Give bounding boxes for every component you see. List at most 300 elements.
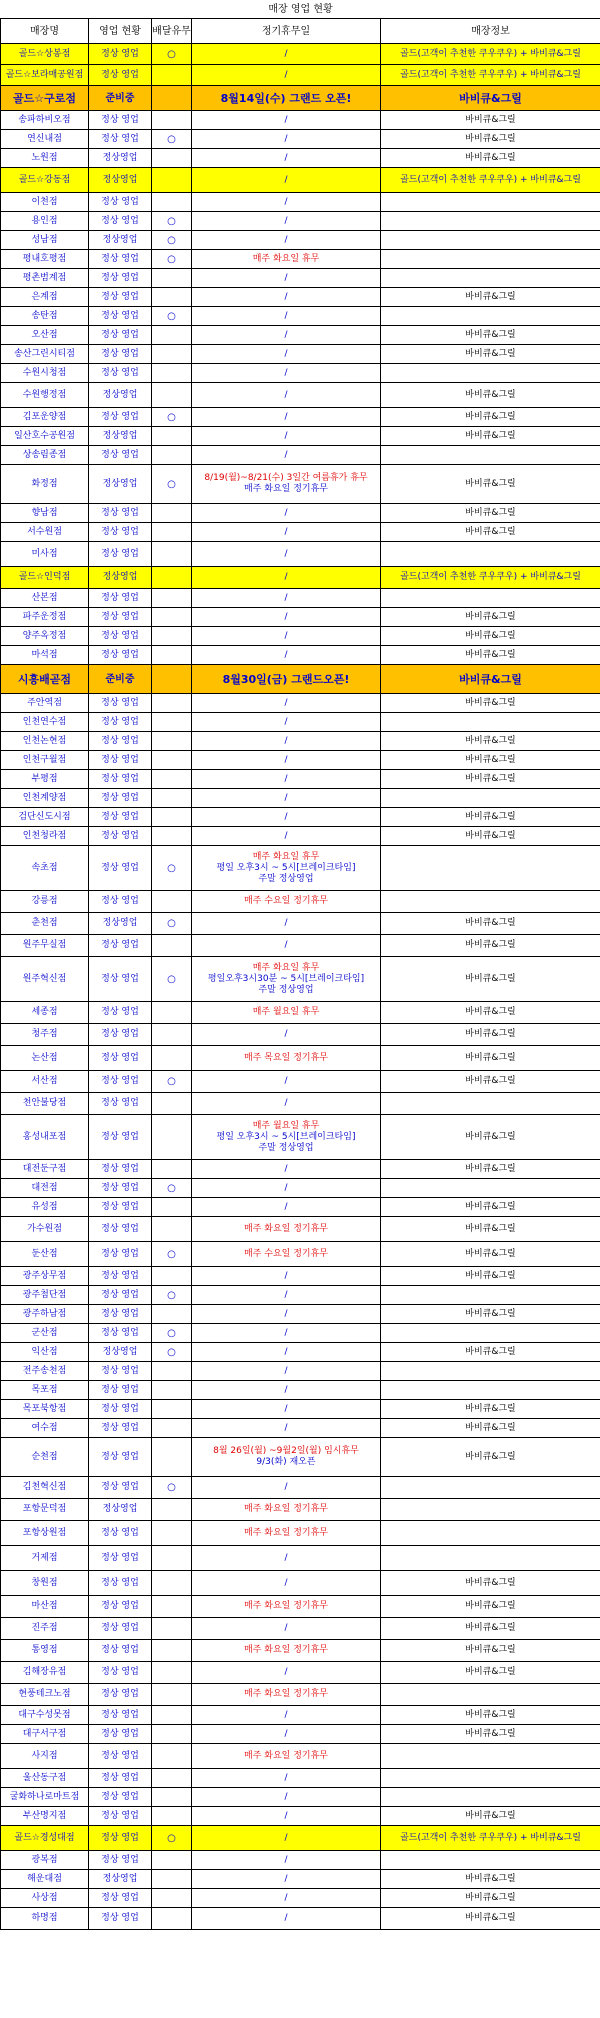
store-info-cell: 골드(고객이 추천한 쿠우쿠우) + 바비큐&그릴 [381,65,600,86]
table-row [1,1438,600,1477]
delivery-cell [152,269,192,288]
store-name-cell: 인천구월점 [1,751,89,770]
store-name-cell: 성남점 [1,231,89,250]
delivery-cell: ○ [152,1324,192,1343]
table-row [1,212,600,231]
closed-day-line: 주말 정상영업 [258,873,314,884]
closed-day-cell [192,1596,381,1618]
delivery-cell [152,1499,192,1521]
store-info-cell: 바비큐&그릴 [381,732,600,751]
table-row [1,1179,600,1198]
store-info-cell: 바비큐&그릴 [381,1889,600,1908]
store-info-cell: 바비큐&그릴 [381,1198,600,1217]
status-cell: 정상 영업 [89,1571,152,1596]
delivery-cell [152,646,192,665]
status-cell: 정상 영업 [89,627,152,646]
delivery-cell: ○ [152,408,192,427]
closed-day-cell [192,149,381,168]
store-name-cell: 청주점 [1,1024,89,1046]
closed-day-line: 평일 오후3시 ~ 5시[브레이크타임] [216,862,356,873]
store-info-cell: 바비큐&그릴 [381,827,600,846]
status-cell: 정상 영업 [89,1400,152,1419]
store-info-cell [381,1744,600,1769]
status-cell: 정상영업 [89,913,152,935]
status-cell: 정상 영업 [89,1744,152,1769]
store-name-cell: 부산명지점 [1,1807,89,1826]
store-name-cell: 원주혁신점 [1,957,89,1002]
status-cell: 정상 영업 [89,269,152,288]
store-name-cell: 사상점 [1,1889,89,1908]
header-store-info: 매장정보 [381,19,600,44]
table-row [1,1826,600,1851]
closed-day-line: 매주 화요일 정기휴무 [244,1750,328,1761]
store-info-cell [381,846,600,891]
table-row [1,465,600,504]
table-row [1,567,600,589]
store-name-cell: 사지점 [1,1744,89,1769]
closed-day-line: / [284,1346,288,1357]
table-row [1,446,600,465]
closed-day-line: 평일 오후3시 ~ 5시[브레이크타임] [216,1131,356,1142]
status-cell: 정상영업 [89,427,152,446]
table-row [1,1499,600,1521]
store-info-cell: 바비큐&그릴 [381,111,600,130]
closed-day-cell [192,1684,381,1706]
closed-day-line: / [284,430,288,441]
closed-day-cell [192,130,381,149]
status-cell: 정상 영업 [89,542,152,567]
table-row [1,827,600,846]
closed-day-cell [192,427,381,446]
closed-day-cell [192,1324,381,1343]
store-info-cell: 바비큐&그릴 [381,149,600,168]
store-info-cell: 바비큐&그릴 [381,1160,600,1179]
store-name-cell: 오산점 [1,326,89,345]
store-name-cell: 인천계양점 [1,789,89,808]
closed-day-cell [192,345,381,364]
status-cell: 정상 영업 [89,1115,152,1160]
delivery-cell [152,1024,192,1046]
closed-day-cell [192,935,381,957]
status-cell: 정상 영업 [89,364,152,383]
delivery-cell [152,1198,192,1217]
store-info-cell: 바비큐&그릴 [381,465,600,504]
delivery-cell [152,364,192,383]
store-name-cell: 이천점 [1,193,89,212]
table-row [1,1769,600,1788]
closed-day-line: / [284,1384,288,1395]
table-row [1,542,600,567]
delivery-cell [152,1046,192,1071]
store-info-cell: 바비큐&그릴 [381,86,600,111]
store-name-cell: 서수원점 [1,523,89,542]
closed-day-line: 매주 화요일 정기휴무 [244,1223,328,1234]
closed-day-cell [192,1071,381,1093]
store-name-cell: 현풍테크노점 [1,1684,89,1706]
store-info-cell: 바비큐&그릴 [381,1071,600,1093]
delivery-cell [152,1684,192,1706]
store-info-cell [381,1546,600,1571]
status-cell: 정상 영업 [89,1160,152,1179]
status-cell: 정상 영업 [89,193,152,212]
closed-day-cell [192,307,381,326]
status-cell: 정상 영업 [89,44,152,65]
closed-day-line: / [284,1873,288,1884]
table-row [1,1807,600,1826]
closed-day-line: / [284,1201,288,1212]
closed-day-cell [192,1725,381,1744]
closed-day-cell [192,1571,381,1596]
table-row [1,627,600,646]
closed-day-line: 8월30일(금) 그랜드오픈! [222,672,350,686]
closed-day-cell [192,957,381,1002]
status-cell: 정상 영업 [89,1438,152,1477]
status-cell: 정상 영업 [89,1521,152,1546]
table-row [1,1662,600,1684]
store-info-cell [381,1179,600,1198]
table-row [1,111,600,130]
closed-day-line: / [284,1728,288,1739]
store-name-cell: 춘천점 [1,913,89,935]
closed-day-line: / [284,526,288,537]
closed-day-line: 매주 수요일 정기휴무 [244,896,328,906]
closed-day-line: 매주 월요일 휴무 [252,1007,320,1017]
delivery-cell [152,827,192,846]
status-cell: 정상 영업 [89,523,152,542]
status-cell: 정상 영업 [89,957,152,1002]
status-cell: 정상 영업 [89,1477,152,1499]
closed-day-line: / [284,152,288,163]
closed-day-cell [192,1618,381,1640]
store-name-cell: 강릉점 [1,891,89,913]
closed-day-cell [192,1908,381,1930]
status-cell: 정상영업 [89,567,152,589]
table-row [1,1160,600,1179]
status-cell: 정상 영업 [89,1826,152,1851]
status-cell: 정상 영업 [89,1725,152,1744]
store-info-cell [381,1521,600,1546]
closed-day-line: / [284,1791,288,1802]
closed-day-line: / [284,1327,288,1338]
closed-day-cell [192,713,381,732]
table-row [1,345,600,364]
store-info-cell [381,231,600,250]
closed-day-cell [192,542,381,567]
closed-day-line: / [284,1182,288,1193]
status-cell: 정상 영업 [89,1286,152,1305]
table-row [1,1870,600,1889]
delivery-cell [152,935,192,957]
store-name-cell: 평촌범계점 [1,269,89,288]
store-info-cell: 바비큐&그릴 [381,665,600,694]
delivery-cell: ○ [152,1071,192,1093]
closed-day-cell [192,846,381,891]
delivery-cell [152,608,192,627]
closed-day-line: 매주 수요일 정기휴무 [244,1248,328,1259]
closed-day-cell [192,808,381,827]
closed-day-line: / [284,592,288,603]
delivery-cell [152,1400,192,1419]
status-cell: 정상 영업 [89,504,152,523]
store-name-cell: 수원행정점 [1,383,89,408]
store-name-cell: 해운대점 [1,1870,89,1889]
delivery-cell [152,86,192,111]
table-row [1,307,600,326]
closed-day-line: / [284,1854,288,1865]
closed-day-cell [192,523,381,542]
closed-day-line: / [284,367,288,378]
closed-day-cell [192,364,381,383]
delivery-cell [152,1571,192,1596]
table-row [1,504,600,523]
closed-day-line: / [284,1892,288,1903]
delivery-cell [152,193,192,212]
store-name-cell: 노원점 [1,149,89,168]
closed-day-line: 8월14일(수) 그랜드 오픈! [220,91,352,105]
store-info-cell [381,713,600,732]
table-row [1,1706,600,1725]
closed-day-line: / [284,1308,288,1319]
store-info-cell [381,789,600,808]
closed-day-cell [192,1640,381,1662]
store-name-cell: 둔산점 [1,1242,89,1267]
store-info-cell [381,1769,600,1788]
closed-day-cell [192,111,381,130]
status-cell: 정상 영업 [89,1788,152,1807]
delivery-cell [152,1267,192,1286]
table-row [1,523,600,542]
delivery-cell [152,1115,192,1160]
store-name-cell: 서산점 [1,1071,89,1093]
store-info-cell: 바비큐&그릴 [381,345,600,364]
delivery-cell [152,732,192,751]
store-info-cell: 바비큐&그릴 [381,646,600,665]
closed-day-line: / [284,215,288,226]
status-cell: 정상 영업 [89,1908,152,1930]
header-closed-day: 정기휴무일 [192,19,381,44]
store-name-cell: 전주송천점 [1,1362,89,1381]
store-name-cell: 검단신도시점 [1,808,89,827]
store-info-cell: 바비큐&그릴 [381,1807,600,1826]
table-row [1,1419,600,1438]
delivery-cell [152,1618,192,1640]
closed-day-line: / [284,716,288,727]
store-info-cell: 바비큐&그릴 [381,935,600,957]
closed-day-cell [192,589,381,608]
table-row [1,846,600,891]
status-cell: 정상 영업 [89,1242,152,1267]
closed-day-line: / [284,830,288,841]
table-row [1,1477,600,1499]
delivery-cell [152,427,192,446]
closed-day-cell [192,1851,381,1870]
closed-day-cell [192,408,381,427]
store-name-cell: 목포점 [1,1381,89,1400]
closed-day-line: / [284,1403,288,1414]
closed-day-cell [192,646,381,665]
delivery-cell: ○ [152,231,192,250]
closed-day-line: / [284,389,288,400]
status-cell: 정상 영업 [89,1179,152,1198]
store-name-cell: 속초점 [1,846,89,891]
closed-day-line: 주말 정상영업 [258,1142,314,1153]
closed-day-line: / [284,630,288,641]
delivery-cell [152,446,192,465]
closed-day-cell [192,1198,381,1217]
closed-day-cell [192,1521,381,1546]
closed-day-cell [192,789,381,808]
store-name-cell: 광주하남점 [1,1305,89,1324]
closed-day-line: / [284,1832,288,1843]
status-cell: 정상 영업 [89,751,152,770]
delivery-cell [152,523,192,542]
store-info-cell: 바비큐&그릴 [381,523,600,542]
delivery-cell: ○ [152,846,192,891]
store-name-cell: 향남점 [1,504,89,523]
table-row [1,149,600,168]
store-info-cell: 바비큐&그릴 [381,504,600,523]
status-cell: 정상 영업 [89,646,152,665]
store-name-cell: 파주운정점 [1,608,89,627]
table-row [1,168,600,193]
delivery-cell [152,168,192,193]
delivery-cell [152,149,192,168]
closed-day-cell [192,1546,381,1571]
store-name-cell: 대전둔구점 [1,1160,89,1179]
store-name-cell: 광주첨단점 [1,1286,89,1305]
store-name-cell: 하명점 [1,1908,89,1930]
closed-day-line: / [284,1667,288,1677]
table-row [1,589,600,608]
status-cell: 정상영업 [89,149,152,168]
closed-day-cell [192,288,381,307]
closed-day-line: / [284,291,288,302]
closed-day-line: 매주 월요일 휴무 [252,1120,320,1131]
store-info-cell: 바비큐&그릴 [381,427,600,446]
closed-day-line: / [284,1029,288,1039]
closed-day-line: 매주 화요일 정기휴무 [244,1527,328,1538]
closed-day-cell [192,827,381,846]
closed-day-line: 9/3(화) 재오픈 [256,1457,316,1467]
closed-day-cell [192,168,381,193]
closed-day-line: 매주 화요일 정기휴무 [244,1601,328,1611]
store-info-cell [381,1362,600,1381]
store-info-cell: 골드(고객이 추천한 쿠우쿠우) + 바비큐&그릴 [381,1826,600,1851]
closed-day-line: / [284,811,288,822]
table-row [1,231,600,250]
delivery-cell [152,1362,192,1381]
store-rows [1,44,600,1930]
closed-day-cell [192,212,381,231]
table-row [1,1725,600,1744]
closed-day-cell [192,1024,381,1046]
table-row [1,1024,600,1046]
closed-day-cell [192,1002,381,1024]
store-info-cell: 골드(고객이 추천한 쿠우쿠우) + 바비큐&그릴 [381,168,600,193]
store-name-cell: 은계점 [1,288,89,307]
closed-day-line: / [284,1709,288,1720]
store-name-cell: 논산점 [1,1046,89,1071]
store-name-cell: 시흥배곧점 [1,665,89,694]
delivery-cell [152,891,192,913]
table-row [1,364,600,383]
status-cell: 정상 영업 [89,1618,152,1640]
store-name-cell: 광주상무점 [1,1267,89,1286]
table-row [1,408,600,427]
closed-day-cell [192,770,381,789]
status-cell: 정상영업 [89,1499,152,1521]
table-row [1,751,600,770]
store-info-cell [381,446,600,465]
closed-day-line: / [284,773,288,784]
closed-day-line: / [284,611,288,622]
closed-day-cell [192,732,381,751]
store-name-cell: 천안불당점 [1,1093,89,1115]
closed-day-line: / [284,1270,288,1281]
store-name-cell: 주안역점 [1,694,89,713]
status-cell: 정상 영업 [89,1419,152,1438]
header-store-name: 매장명 [1,19,89,44]
closed-day-cell [192,504,381,523]
closed-day-line: / [284,69,288,80]
store-name-cell: 골드☆보라매공원점 [1,65,89,86]
closed-day-line: / [284,196,288,207]
table-row [1,694,600,713]
delivery-cell [152,713,192,732]
store-name-cell: 미사점 [1,542,89,567]
closed-day-line: / [284,1482,288,1492]
store-info-cell: 바비큐&그릴 [381,1400,600,1419]
table-row [1,1267,600,1286]
closed-day-cell [192,627,381,646]
store-name-cell: 굴화하나로마트점 [1,1788,89,1807]
closed-day-line: / [284,310,288,321]
store-name-cell: 가수원점 [1,1217,89,1242]
status-cell: 정상 영업 [89,212,152,231]
table-row [1,383,600,408]
status-cell: 정상 영업 [89,1002,152,1024]
delivery-cell [152,1160,192,1179]
store-name-cell: 일산호수공원점 [1,427,89,446]
store-info-cell [381,269,600,288]
store-info-cell [381,1477,600,1499]
delivery-cell [152,1889,192,1908]
closed-day-line: / [284,754,288,765]
store-info-cell: 바비큐&그릴 [381,1242,600,1267]
closed-day-line: / [284,507,288,518]
store-info-cell: 바비큐&그릴 [381,1024,600,1046]
store-name-cell: 부평점 [1,770,89,789]
store-info-cell: 바비큐&그릴 [381,770,600,789]
table-row [1,1640,600,1662]
store-info-cell: 골드(고객이 추천한 쿠우쿠우) + 바비큐&그릴 [381,567,600,589]
delivery-cell [152,567,192,589]
store-name-cell: 대구수성못점 [1,1706,89,1725]
table-row [1,1400,600,1419]
store-info-cell [381,1788,600,1807]
store-info-cell: 바비큐&그릴 [381,627,600,646]
closed-day-cell [192,1807,381,1826]
closed-day-line: 주말 정상영업 [258,984,314,995]
closed-day-cell [192,193,381,212]
closed-day-cell [192,1662,381,1684]
delivery-cell [152,1908,192,1930]
closed-day-line: / [284,1577,288,1588]
status-cell: 정상 영업 [89,694,152,713]
store-info-cell: 바비큐&그릴 [381,1343,600,1362]
store-info-cell: 바비큐&그릴 [381,1217,600,1242]
status-cell: 정상 영업 [89,1324,152,1343]
